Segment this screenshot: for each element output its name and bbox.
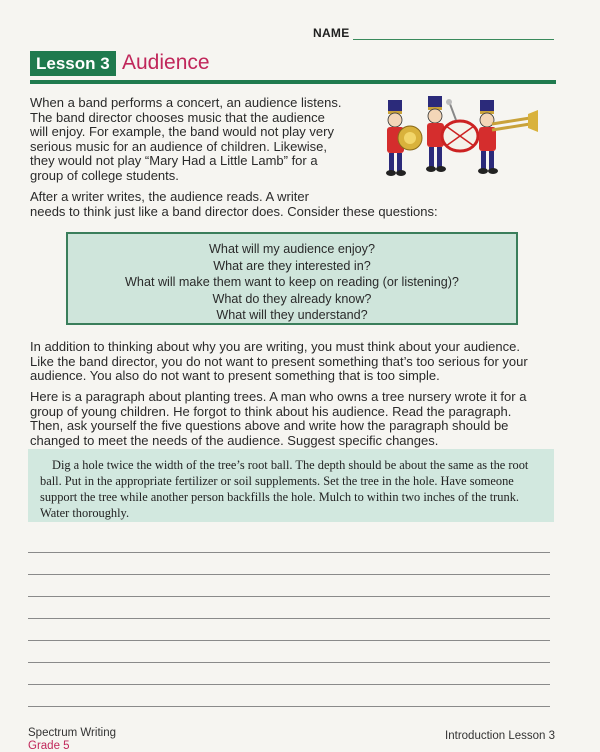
writing-line[interactable] — [28, 574, 550, 575]
writing-line[interactable] — [28, 552, 550, 553]
page-label: Introduction Lesson 3 — [445, 730, 555, 742]
heading-rule — [30, 80, 556, 84]
question-item: What will make them want to keep on reading (or listening)? — [125, 275, 459, 289]
grade-label: Grade 5 — [28, 740, 70, 752]
book-title: Spectrum Writing — [28, 727, 116, 739]
writing-line[interactable] — [28, 684, 550, 685]
sample-paragraph-box: Dig a hole twice the width of the tree’s root ball. The depth should be about the same as the root ball. Put in the appropriate fertilizer or soil supplements. Set the tree in the hole. Have someone support the tree while another person backfills the hole. Mulch to within two inches of the trunk. Water thoroughly. — [28, 449, 554, 522]
writing-line[interactable] — [28, 640, 550, 641]
writing-line[interactable] — [28, 662, 550, 663]
question-item: What will they understand? — [216, 308, 368, 322]
name-line[interactable] — [353, 39, 554, 40]
question-item: What will my audience enjoy? — [209, 242, 375, 256]
lesson-title: Audience — [122, 51, 210, 74]
questions-box — [66, 232, 518, 325]
writer-paragraph: After a writer writes, the audience reads. A writer needs to think just like a band director does. Consider these questions: — [30, 189, 438, 219]
lesson-tag: Lesson 3 — [30, 51, 116, 76]
marching-band-icon — [380, 92, 540, 187]
writing-line[interactable] — [28, 618, 550, 619]
instructions-paragraph: Here is a paragraph about planting trees. A man who owns a tree nursery wrote it for a group of young children. He forgot to think about his audience. Read the paragraph. Then, ask yourself the five questions above and write how the paragraph should be changed to meet the needs of the audience. Suggest specific changes. — [30, 389, 527, 448]
writing-line[interactable] — [28, 706, 550, 707]
audience-paragraph: In addition to thinking about why you are writing, you must think about your audience. Like the band director, you do not want to present something that’s too serious for your audience. You also do not want to present something that is too simple. — [30, 339, 528, 384]
writing-line[interactable] — [28, 596, 550, 597]
question-item: What do they already know? — [212, 291, 372, 306]
intro-paragraph: When a band performs a concert, an audience listens. The band director chooses music that the audience will enjoy. For example, the band would not play very serious music for an audience of children. Likewise, they would not play “Mary Had a Little Lamb” for a group of college students. — [30, 95, 342, 183]
question-item: What are they interested in? — [213, 258, 371, 273]
name-label: NAME — [313, 26, 350, 40]
